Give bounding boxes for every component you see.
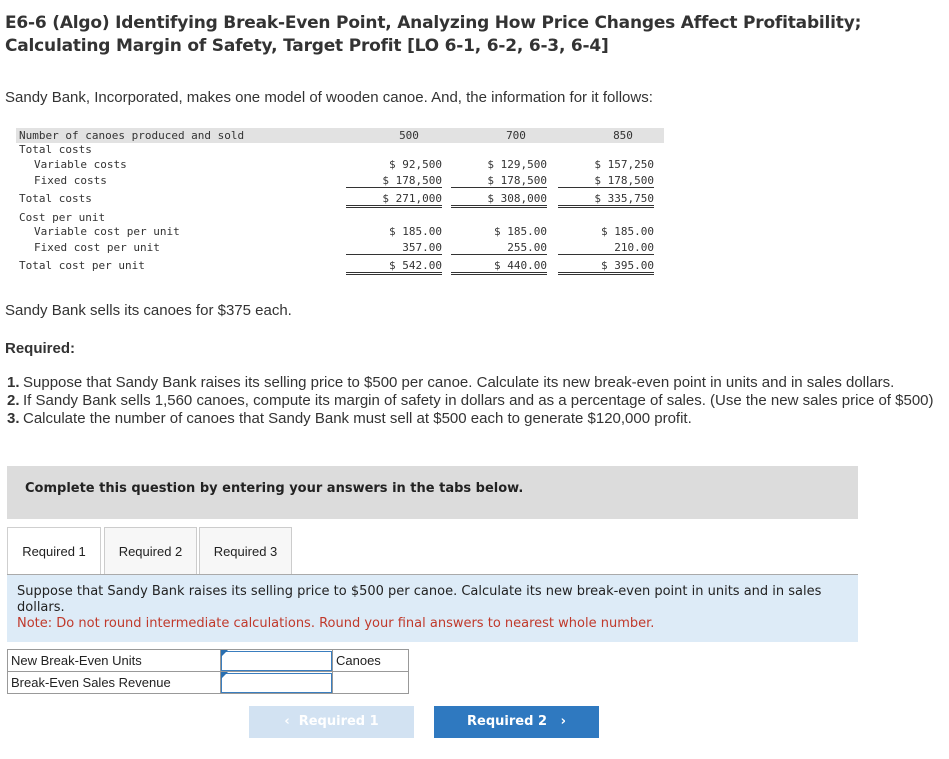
table-cell: 255.00: [451, 241, 547, 255]
item-text: Calculate the number of canoes that Sandy Bank must sell at $500 each to generate $120,000 profit.: [23, 410, 692, 427]
table-row: [16, 190, 664, 209]
column-header: 500: [399, 129, 419, 142]
item-text: If Sandy Bank sells 1,560 canoes, compute its margin of safety in dollars and as a percentage of sales. (Use the new sales price of $500): [23, 392, 934, 409]
table-row: [16, 157, 664, 173]
table-header-label: Number of canoes produced and sold: [19, 129, 245, 142]
table-cell: $ 185.00: [601, 225, 654, 238]
table-row: [16, 224, 664, 240]
row-label: Cost per unit: [19, 211, 106, 224]
row-label: Fixed costs: [34, 174, 107, 187]
break-even-units-input[interactable]: [221, 651, 332, 671]
prev-button[interactable]: [249, 706, 414, 738]
next-button-label: Required 2: [467, 714, 547, 729]
answer-unit: [333, 672, 409, 694]
prev-button-label: Required 1: [298, 714, 379, 729]
table-cell: $ 271,000: [346, 192, 442, 208]
table-row: [16, 143, 664, 157]
table-cell: $ 395.00: [558, 259, 654, 275]
item-number: 2.: [7, 392, 20, 409]
instructions-text: Suppose that Sandy Bank raises its selling price to $500 per canoe. Calculate its new break-even point in units and in sales dollars.: [17, 584, 822, 615]
column-header: 850: [613, 129, 633, 142]
table-cell: $ 178,500: [451, 174, 547, 188]
break-even-revenue-input[interactable]: [221, 673, 332, 693]
table-cell: $ 129,500: [487, 158, 547, 171]
instruction-text: Complete this question by entering your answers in the tabs below.: [25, 481, 524, 496]
tab-required-2[interactable]: Required 2: [104, 527, 197, 574]
column-header: 700: [506, 129, 526, 142]
table-cell: $ 335,750: [558, 192, 654, 208]
table-row: [16, 209, 664, 224]
list-item: [5, 410, 945, 428]
rounding-note: Note: Do not round intermediate calculations. Round your final answers to nearest whole number.: [17, 616, 655, 631]
answer-unit: Canoes: [333, 650, 409, 672]
row-label: Total costs: [19, 143, 92, 156]
input-marker-icon: [221, 650, 228, 657]
table-cell: $ 185.00: [389, 225, 442, 238]
table-row: [8, 672, 409, 694]
table-cell: 210.00: [558, 241, 654, 255]
table-cell: $ 157,250: [594, 158, 654, 171]
row-label: Fixed cost per unit: [34, 241, 160, 254]
table-cell: $ 308,000: [451, 192, 547, 208]
table-cell: $ 185.00: [494, 225, 547, 238]
chevron-right-icon: ›: [560, 714, 566, 729]
table-cell: $ 542.00: [346, 259, 442, 275]
cost-table: [16, 128, 664, 276]
table-cell: $ 92,500: [389, 158, 442, 171]
intro-text: Sandy Bank, Incorporated, makes one model of wooden canoe. And, the information for it follows:: [5, 89, 653, 106]
item-number: 3.: [7, 410, 20, 427]
table-cell: $ 178,500: [558, 174, 654, 188]
list-item: [5, 392, 945, 410]
list-item: [5, 374, 945, 392]
next-button[interactable]: [434, 706, 599, 738]
input-marker-icon: [221, 672, 228, 679]
instruction-banner: [7, 466, 858, 519]
item-text: Suppose that Sandy Bank raises its selling price to $500 per canoe. Calculate its new break-even point in units and in sales dollars.: [23, 374, 895, 391]
answer-label: New Break-Even Units: [8, 650, 221, 672]
table-cell: 357.00: [346, 241, 442, 255]
tab-required-3[interactable]: Required 3: [199, 527, 292, 574]
row-label: Variable costs: [34, 158, 127, 171]
table-cell: $ 440.00: [451, 259, 547, 275]
table-cell: $ 178,500: [346, 174, 442, 188]
table-row: [8, 650, 409, 672]
table-row: [16, 257, 664, 276]
chevron-left-icon: ‹: [284, 714, 290, 729]
instructions-panel: [7, 575, 858, 642]
row-label: Variable cost per unit: [34, 225, 180, 238]
table-row: [16, 173, 664, 190]
requirements-list: [5, 374, 945, 428]
selling-price-text: Sandy Bank sells its canoes for $375 each.: [5, 302, 292, 319]
table-row: [16, 240, 664, 257]
tab-required-1[interactable]: Required 1: [7, 527, 101, 575]
item-number: 1.: [7, 374, 20, 391]
row-label: Total cost per unit: [19, 259, 145, 272]
row-label: Total costs: [19, 192, 92, 205]
table-header-row: [16, 128, 664, 143]
required-heading: Required:: [5, 340, 76, 357]
answer-label: Break-Even Sales Revenue: [8, 672, 221, 694]
page-title: E6-6 (Algo) Identifying Break-Even Point, Analyzing How Price Changes Affect Profitability; Calculating Margin of Safety, Target Profit [LO 6-1, 6-2, 6-3, 6-4]: [5, 13, 862, 56]
answer-table: [7, 649, 409, 694]
